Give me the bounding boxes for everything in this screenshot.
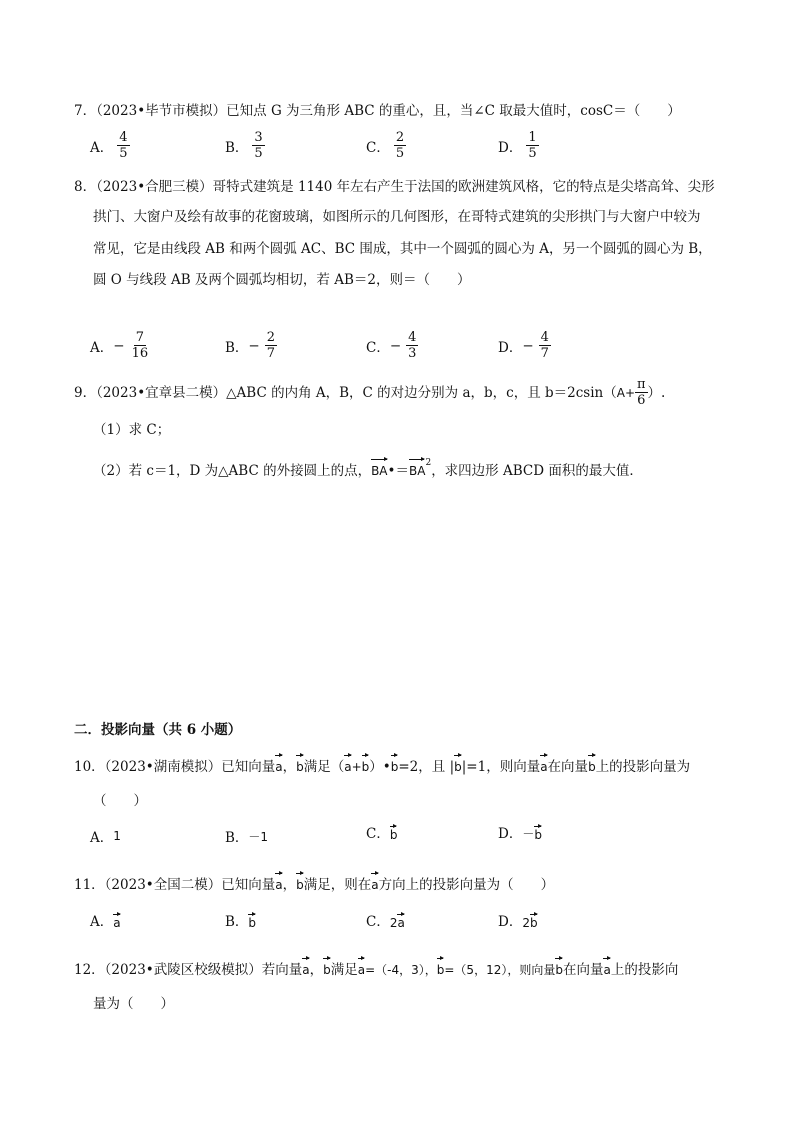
- coefficient: 2: [389, 916, 398, 930]
- vector-b: b: [390, 823, 398, 842]
- vector-b: b: [437, 955, 445, 980]
- option-label: D．: [498, 826, 523, 842]
- question-7-stem: 7．（2023•毕节市模拟）已知点 G 为三角形 ABC 的重心，且，当∠C 取最大值时，cosC＝（ ）: [74, 103, 681, 119]
- comma: ，: [282, 759, 297, 775]
- pi-over-six-fraction: $\frac{\pi}{6}$: [637, 377, 646, 408]
- plus-sign: +: [351, 760, 362, 774]
- q10-text: 10．（2023•湖南模拟）已知向量: [74, 759, 276, 775]
- comma: ，: [309, 962, 324, 978]
- vector-a: a: [113, 911, 120, 930]
- vector-b-value: =（5，12），则向量: [444, 963, 556, 977]
- option-value: 1: [113, 829, 121, 843]
- option-label: B．: [225, 139, 249, 156]
- q10-option-c: [366, 822, 397, 842]
- q11-option-d: [498, 910, 538, 930]
- vector-b: b: [588, 752, 596, 777]
- vector-a: a: [603, 955, 610, 980]
- q9-expr: A+: [616, 385, 635, 400]
- q10-option-b: [225, 826, 268, 846]
- q12-text-2: 满足: [330, 962, 358, 978]
- question-8-line-3: 常见，它是由线段 AB 和两个圆弧 AC、BC 围成，其中一个圆弧的圆心为 A，另一个圆弧的圆心为 B，: [93, 241, 712, 257]
- vector-b: b: [362, 752, 370, 777]
- vector-a: a: [275, 870, 282, 895]
- option-label: C．: [366, 914, 390, 930]
- question-8-line-1: 8．（2023•合肥三模）哥特式建筑是 1140 年左右产生于法国的欧洲建筑风格，它的特点是尖塔高耸、尖形: [74, 179, 715, 195]
- coefficient: 2: [522, 916, 530, 930]
- option-label: A．: [90, 139, 114, 156]
- q9-part2-op: •＝: [387, 463, 409, 479]
- q10-text-5: |=1，则向量: [461, 759, 541, 775]
- vector-ba-squared: BA: [409, 456, 425, 481]
- vector-a: a: [397, 911, 404, 930]
- fraction: $\frac{4}{5}$: [119, 130, 128, 161]
- option-label: A．: [90, 830, 114, 846]
- option-label: B．: [225, 339, 249, 356]
- q10-text-6: 在向量: [547, 759, 589, 775]
- question-8-line-2: 拱门、大窗户及绘有故事的花窗玻璃，如图所示的几何图形，在哥特式建筑的尖形拱门与大窗户中较为: [93, 209, 701, 225]
- q10-text-7: 上的投影向量为: [595, 759, 691, 775]
- q7-option-a: [90, 130, 130, 161]
- comma: ，: [282, 877, 297, 893]
- q9-text: 9．（2023•宜章县二模）△ABC 的内角 A，B，C 的对边分别为 a，b，c，且 b＝2csin（: [74, 384, 617, 401]
- q11-text: 11．（2023•全国二模）已知向量: [74, 877, 276, 893]
- vector-a: a: [275, 752, 282, 777]
- q10-text-2: 满足（: [303, 759, 345, 775]
- vector-b: b: [530, 911, 538, 930]
- q10-text-4: =2，且 |: [398, 759, 455, 775]
- q11-option-c: [366, 910, 405, 930]
- q7-option-c: [366, 130, 406, 161]
- q8-option-a: A． − $\frac{7}{16}$: [90, 330, 149, 361]
- q11-option-a: [90, 910, 121, 930]
- minus-sign: －: [522, 827, 535, 841]
- fraction: $\frac{3}{5}$: [254, 130, 263, 161]
- vector-a-value: =（-4，3），: [365, 963, 437, 977]
- question-8-line-4: 圆 O 与线段 AB 及两个圆弧均相切，若 AB＝2，则＝（ ）: [93, 272, 471, 288]
- q11-text-2: 满足，则在: [303, 877, 372, 893]
- q11-text-3: 方向上的投影向量为（ ）: [378, 877, 555, 893]
- question-9-part-1: （1）求 C；: [93, 422, 171, 438]
- option-value: －1: [248, 829, 269, 844]
- q10-option-a: [90, 826, 121, 846]
- option-label: A．: [90, 339, 114, 356]
- vector-ba: BA: [371, 456, 387, 481]
- q8-option-d: D． − $\frac{4}{7}$: [498, 330, 549, 361]
- fraction: $\frac{4}{3}$: [408, 330, 417, 361]
- fraction: $\frac{2}{7}$: [266, 330, 276, 361]
- option-label: C．: [366, 139, 390, 156]
- fraction: $\frac{7}{16}$: [131, 330, 149, 361]
- vector-a: a: [540, 752, 547, 777]
- q12-text: 12．（2023•武陵区校级模拟）若向量: [74, 962, 303, 978]
- vector-a: a: [302, 955, 309, 980]
- vector-b: b: [534, 823, 542, 842]
- fraction: $\frac{4}{7}$: [540, 330, 549, 361]
- vector-b: b: [323, 955, 331, 980]
- vector-b: b: [296, 752, 304, 777]
- vector-b: b: [248, 911, 256, 930]
- vector-a: a: [371, 870, 378, 895]
- q10-text-3: ）•: [369, 759, 391, 775]
- q9-close: ）.: [647, 384, 666, 401]
- option-label: A．: [90, 914, 114, 930]
- question-12-line-2: 量为（ ）: [93, 996, 174, 1012]
- option-label: C．: [366, 826, 390, 842]
- question-12-stem: [74, 955, 678, 980]
- option-label: C．: [366, 339, 390, 356]
- question-11-stem: [74, 870, 554, 895]
- option-label: B．: [225, 914, 249, 930]
- q8-option-c: C． − $\frac{4}{3}$: [366, 330, 417, 361]
- q9-part2-text: （2）若 c＝1，D 为△ABC 的外接圆上的点，: [93, 463, 372, 479]
- vector-b: b: [454, 752, 462, 777]
- vector-a: a: [358, 955, 365, 980]
- vector-b: b: [296, 870, 304, 895]
- option-label: D．: [498, 139, 523, 156]
- q12-text-4: 上的投影向: [610, 962, 679, 978]
- fraction: $\frac{2}{5}$: [395, 130, 405, 161]
- q8-option-b: B． − $\frac{2}{7}$: [225, 330, 276, 361]
- exponent: 2: [425, 458, 432, 468]
- q7-option-d: [498, 130, 539, 161]
- q10-option-d: [498, 822, 542, 842]
- vector-b: b: [391, 752, 399, 777]
- q9-part2-rest: ，求四边形 ABCD 面积的最大值．: [431, 463, 643, 479]
- option-label: B．: [225, 830, 249, 846]
- vector-b: b: [555, 955, 563, 980]
- option-label: D．: [498, 339, 523, 356]
- q11-option-b: [225, 910, 256, 930]
- q7-option-b: [225, 130, 265, 161]
- option-label: D．: [498, 914, 523, 930]
- section-heading: 二．投影向量（共 6 小题）: [74, 722, 242, 738]
- question-9-stem: [74, 377, 665, 408]
- question-10-answer-paren: （ ）: [93, 793, 147, 809]
- vector-a: a: [344, 752, 351, 777]
- fraction: $\frac{1}{5}$: [528, 130, 537, 161]
- question-9-part-2: [93, 456, 643, 481]
- question-10-stem: [74, 752, 690, 777]
- q12-text-3: 在向量: [562, 962, 604, 978]
